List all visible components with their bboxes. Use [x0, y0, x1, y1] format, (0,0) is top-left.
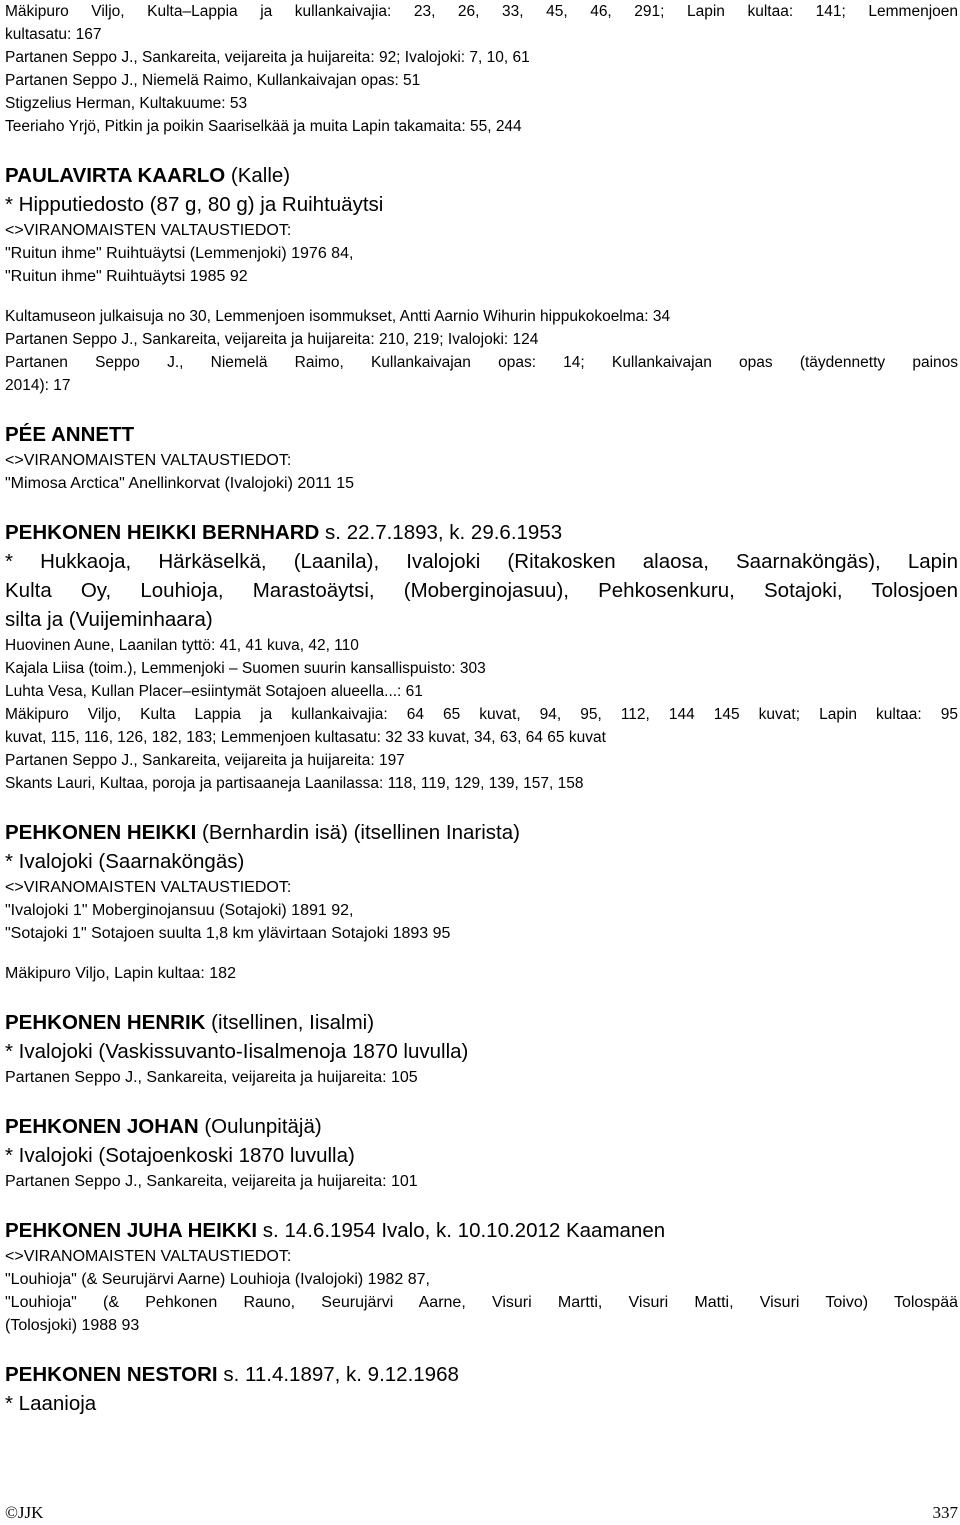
spacer	[5, 1089, 958, 1112]
reference-line: Mäkipuro Viljo, Lapin kultaa: 182	[5, 965, 236, 982]
entry-name: PÉE ANNETT	[5, 423, 135, 446]
entry-pehkonen-henrik	[5, 1008, 958, 1089]
entry-heading	[5, 1360, 958, 1389]
entry-places: * Ivalojoki (Vaskissuvanto-Iisalmenoja 1870 luvulla)	[5, 1040, 469, 1063]
entry-name: PAULAVIRTA KAARLO	[5, 164, 226, 187]
claim-line: "Ivalojoki 1" Moberginojansuu (Sotajoki) 1891 92,	[5, 902, 354, 919]
reference-line: Partanen Seppo J., Niemelä Raimo, Kullankaivajan opas: 51	[5, 72, 421, 89]
entry-name: PEHKONEN JUHA HEIKKI	[5, 1219, 258, 1242]
reference-line: kultasatu: 167	[5, 26, 102, 43]
spacer	[5, 288, 958, 305]
reference-line: Partanen Seppo J., Sankareita, veijareita ja huijareita: 210, 219; Ivalojoki: 124	[5, 331, 539, 348]
reference-line: Mäkipuro Viljo, Kulta Lappia ja kullankaivajia: 64 65 kuvat, 94, 95, 112, 144 145 kuvat; Lapin kultaa: 95	[5, 706, 958, 723]
entry-heading	[5, 818, 958, 847]
reference-line: Mäkipuro Viljo, Kulta–Lappia ja kullankaivajia: 23, 26, 33, 45, 46, 291; Lapin kultaa: 141; Lemmenjoen	[5, 3, 958, 20]
page-footer	[5, 1502, 958, 1524]
claim-line: "Louhioja" (& Seurujärvi Aarne) Louhioja (Ivalojoki) 1982 87,	[5, 1271, 430, 1288]
entry-pehkonen-juha-heikki	[5, 1216, 958, 1337]
entry-name-suffix: (Kalle)	[225, 164, 291, 187]
reference-line: Kultamuseon julkaisuja no 30, Lemmenjoen isommukset, Antti Aarnio Wihurin hippukokoelma: 34	[5, 308, 671, 325]
reference-line: Partanen Seppo J., Sankareita, veijareita ja huijareita: 197	[5, 752, 405, 769]
entry-places: silta ja (Vuijeminhaara)	[5, 608, 213, 631]
spacer	[5, 795, 958, 818]
entry-name: PEHKONEN JOHAN	[5, 1115, 199, 1138]
spacer	[5, 397, 958, 420]
page-number: 337	[932, 1503, 958, 1522]
authority-heading: <>VIRANOMAISTEN VALTAUSTIEDOT:	[5, 222, 292, 239]
entry-heading	[5, 518, 958, 547]
spacer	[5, 1193, 958, 1216]
entry-pee-annett	[5, 420, 958, 495]
entry-pehkonen-heikki-bernhard	[5, 518, 958, 795]
spacer	[5, 495, 958, 518]
entry-heading	[5, 161, 958, 190]
entry-name-suffix: s. 11.4.1897, k. 9.12.1968	[217, 1363, 459, 1386]
entry-paulavirta-kaarlo	[5, 161, 958, 397]
entry-pehkonen-heikki	[5, 818, 958, 985]
entry-pehkonen-johan	[5, 1112, 958, 1193]
entry-name-suffix: (itsellinen, Iisalmi)	[205, 1011, 375, 1034]
authority-heading: <>VIRANOMAISTEN VALTAUSTIEDOT:	[5, 452, 292, 469]
reference-line: Partanen Seppo J., Sankareita, veijareita ja huijareita: 101	[5, 1173, 418, 1190]
reference-line: Kajala Liisa (toim.), Lemmenjoki – Suomen suurin kansallispuisto: 303	[5, 660, 486, 677]
claim-line: "Mimosa Arctica" Anellinkorvat (Ivalojoki) 2011 15	[5, 475, 354, 492]
authority-heading: <>VIRANOMAISTEN VALTAUSTIEDOT:	[5, 1248, 292, 1265]
reference-line: Partanen Seppo J., Sankareita, veijareita ja huijareita: 105	[5, 1069, 418, 1086]
intro-references	[5, 0, 958, 138]
authority-heading: <>VIRANOMAISTEN VALTAUSTIEDOT:	[5, 879, 292, 896]
entry-places: Kulta Oy, Louhioja, Marastoäytsi, (Moberginojasuu), Pehkosenkuru, Sotajoki, Tolosjoen	[5, 579, 958, 602]
entry-name-suffix: (Oulunpitäjä)	[198, 1115, 322, 1138]
entry-heading	[5, 1216, 958, 1245]
entry-name: PEHKONEN HEIKKI	[5, 821, 197, 844]
reference-line: Skants Lauri, Kultaa, poroja ja partisaaneja Laanilassa: 118, 119, 129, 139, 157, 158	[5, 775, 584, 792]
claim-line: "Louhioja" (& Pehkonen Rauno, Seurujärvi Aarne, Visuri Martti, Visuri Matti, Visuri Toivo) Tolospää	[5, 1294, 958, 1311]
reference-line: Teeriaho Yrjö, Pitkin ja poikin Saariselkää ja muita Lapin takamaita: 55, 244	[5, 118, 522, 135]
entry-name-suffix: (Bernhardin isä) (itsellinen Inarista)	[196, 821, 520, 844]
reference-line: kuvat, 115, 116, 126, 182, 183; Lemmenjoen kultasatu: 32 33 kuvat, 34, 63, 64 65 kuvat	[5, 729, 606, 746]
document-page	[5, 0, 958, 1418]
claim-line: "Ruitun ihme" Ruihtuäytsi (Lemmenjoki) 1976 84,	[5, 245, 354, 262]
claim-line: "Sotajoki 1" Sotajoen suulta 1,8 km ylävirtaan Sotajoki 1893 95	[5, 925, 451, 942]
reference-line: 2014): 17	[5, 377, 71, 394]
claim-line: (Tolosjoki) 1988 93	[5, 1317, 140, 1334]
spacer	[5, 1337, 958, 1360]
reference-line: Partanen Seppo J., Niemelä Raimo, Kullankaivajan opas: 14; Kullankaivajan opas (täydennetty painos	[5, 354, 958, 371]
entry-places: * Ivalojoki (Saarnaköngäs)	[5, 850, 245, 873]
entry-places: * Hipputiedosto (87 g, 80 g) ja Ruihtuäytsi	[5, 193, 384, 216]
entry-name: PEHKONEN HEIKKI BERNHARD	[5, 521, 320, 544]
reference-line: Partanen Seppo J., Sankareita, veijareita ja huijareita: 92; Ivalojoki: 7, 10, 61	[5, 49, 530, 66]
reference-line: Luhta Vesa, Kullan Placer–esiintymät Sotajoen alueella...: 61	[5, 683, 423, 700]
entry-pehkonen-nestori	[5, 1360, 958, 1418]
entry-heading	[5, 1112, 958, 1141]
entry-name-suffix: s. 14.6.1954 Ivalo, k. 10.10.2012 Kaamanen	[257, 1219, 666, 1242]
entry-heading	[5, 1008, 958, 1037]
entry-places: * Ivalojoki (Sotajoenkoski 1870 luvulla)	[5, 1144, 355, 1167]
entry-places: * Hukkaoja, Härkäselkä, (Laanila), Ivalojoki (Ritakosken alaosa, Saarnaköngäs), Lapin	[5, 550, 958, 573]
spacer	[5, 985, 958, 1008]
copyright-mark: ©JJK	[5, 1503, 44, 1522]
entry-name: PEHKONEN HENRIK	[5, 1011, 206, 1034]
spacer	[5, 138, 958, 161]
reference-line: Huovinen Aune, Laanilan tyttö: 41, 41 kuva, 42, 110	[5, 637, 359, 654]
entry-places: * Laanioja	[5, 1392, 97, 1415]
spacer	[5, 945, 958, 962]
reference-line: Stigzelius Herman, Kultakuume: 53	[5, 95, 248, 112]
entry-name: PEHKONEN NESTORI	[5, 1363, 218, 1386]
claim-line: "Ruitun ihme" Ruihtuäytsi 1985 92	[5, 268, 248, 285]
entry-name-suffix: s. 22.7.1893, k. 29.6.1953	[319, 521, 563, 544]
